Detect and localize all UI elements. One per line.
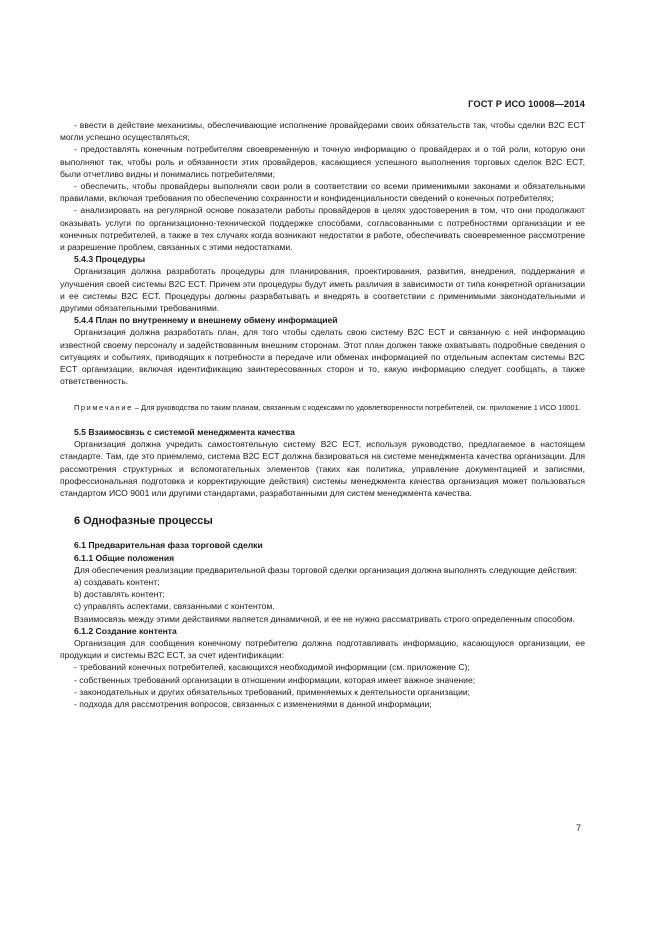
note-text: – Для руководства по таким планам, связанным с кодексами по удовлетворенности потребителей, см. приложение 1 ИСО 10001. <box>132 403 581 413</box>
list-item: c) управлять аспектами, связанными с контентом. <box>74 601 275 612</box>
list-item: - законодательных и других обязательных требований, применяемых к деятельности организации; <box>74 686 471 697</box>
section-text-6-1-1-outro: Взаимосвязь между этими действиями является динамичной, и ее не нужно рассматривать строго определенным способом. <box>74 613 575 624</box>
section-text-6-1-1-intro: Для обеспечения реализации предварительной фазы торговой сделки организация должна выполнять следующие действия: <box>74 564 578 575</box>
section-heading-6-1-2: 6.1.2 Создание контента <box>74 625 177 636</box>
section-heading-6-1: 6.1 Предварительная фаза торговой сделки <box>74 540 263 551</box>
section-text-6-1-2-intro: Организация для сообщения конечному потребителю должна подготавливать информацию, касающуюся организации, ее продукции и системы B2C ECT, за счет идентификации: <box>60 638 585 661</box>
section-heading-6: 6 Однофазные процессы <box>74 515 213 528</box>
note <box>60 403 585 414</box>
list-item: b) доставлять контент; <box>74 589 165 600</box>
list-item: - ввести в действие механизмы, обеспечивающие исполнение провайдерами своих обязательств так, чтобы сделки B2C ECT могли успешно осуществляться; <box>60 120 585 143</box>
document-header: ГОСТ Р ИСО 10008—2014 <box>468 99 585 109</box>
section-text-5-4-4: Организация должна разработать план, для того чтобы сделать свою систему B2C ECT и связанную с ней информацию известной своему персоналу и задействованным внешним сторонам. Этот план должен также охватывать подробные сведения о ситуациях и событиях, приводящих к потребности в передаче или обменах информацией по отдельным аспектам системы B2C ECT организации, включая идентификацию заинтересованных сторон и то, какую информацию следует сообщать, а также ответственность. <box>60 327 585 387</box>
list-item: - предоставлять конечным потребителям своевременную и точную информацию о провайдерах и о той роли, которую они выполняют так, чтобы роль и обязанности этих провайдеров, касающиеся успешного выполнения торговых сделок B2C ECT, были отчетливо видны и понимались потребителями; <box>60 144 585 179</box>
section-heading-5-4-3: 5.4.3 Процедуры <box>74 254 146 265</box>
section-heading-6-1-1: 6.1.1 Общие положения <box>74 552 175 563</box>
list-item: - требований конечных потребителей, касающихся необходимой информации (см. приложение С); <box>74 662 470 673</box>
note-label: Примечание <box>74 403 133 413</box>
section-text-5-4-3: Организация должна разработать процедуры для планирования, проектирования, развития, внедрения, поддержания и улучшения своей системы B2C ECT. Причем эти процедуры будут иметь различия в зависимости от типа конкретной организации и ее системы B2C ECT. Процедуры должны разрабатывать и внедрять в соответствии с применимыми законодательными и другими обязательными требованиями. <box>60 266 585 314</box>
list-item: - собственных требований организации в отношении информации, которая имеет важное значение; <box>74 674 476 685</box>
list-item: - анализировать на регулярной основе показатели работы провайдеров в целях удостоверения в том, что они продолжают оказывать услуги по организационно-технической поддержке способами, согласованными с потребностями организации и ее конечных потребителей, а также в тех случаях когда возникают недостатки в работе, обеспечивать своевременное рассмотрение и разрешение проблем, связанных с этими недостатками. <box>60 205 585 253</box>
section-heading-5-4-4: 5.4.4 План по внутреннему и внешнему обмену информацией <box>74 315 338 326</box>
page-number: 7 <box>575 823 581 833</box>
list-item: - подхода для рассмотрения вопросов, связанных с изменениями в данной информации; <box>74 699 432 710</box>
section-heading-5-5: 5.5 Взаимосвязь с системой менеджмента качества <box>74 426 295 437</box>
list-item: a) создавать контент; <box>74 577 160 587</box>
page-body <box>60 119 585 710</box>
section-text-5-5: Организация должна учредить самостоятельную систему B2C ECT, используя руководство, предлагаемое в настоящем стандарте. Там, где это приемлемо, система B2C ECT должна базироваться на системе менеджмента качества организации. Для рассмотрения структурных и вспомогательных элементов (таких как политика, управление документацией и записями, профессиональная подготовка и корректирующие действия) системы менеджмента качества организация может пользоваться стандартом ИСО 9001 или другими стандартами, разработанными для систем менеджмента качества. <box>60 439 585 498</box>
list-item: - обеспечить, чтобы провайдеры выполняли свои роли в соответствии со всеми применимыми законами и обязательными правилами, включая требования по обеспечению сохранности и конфиденциальности сведений о конечных потребителях; <box>60 181 585 204</box>
